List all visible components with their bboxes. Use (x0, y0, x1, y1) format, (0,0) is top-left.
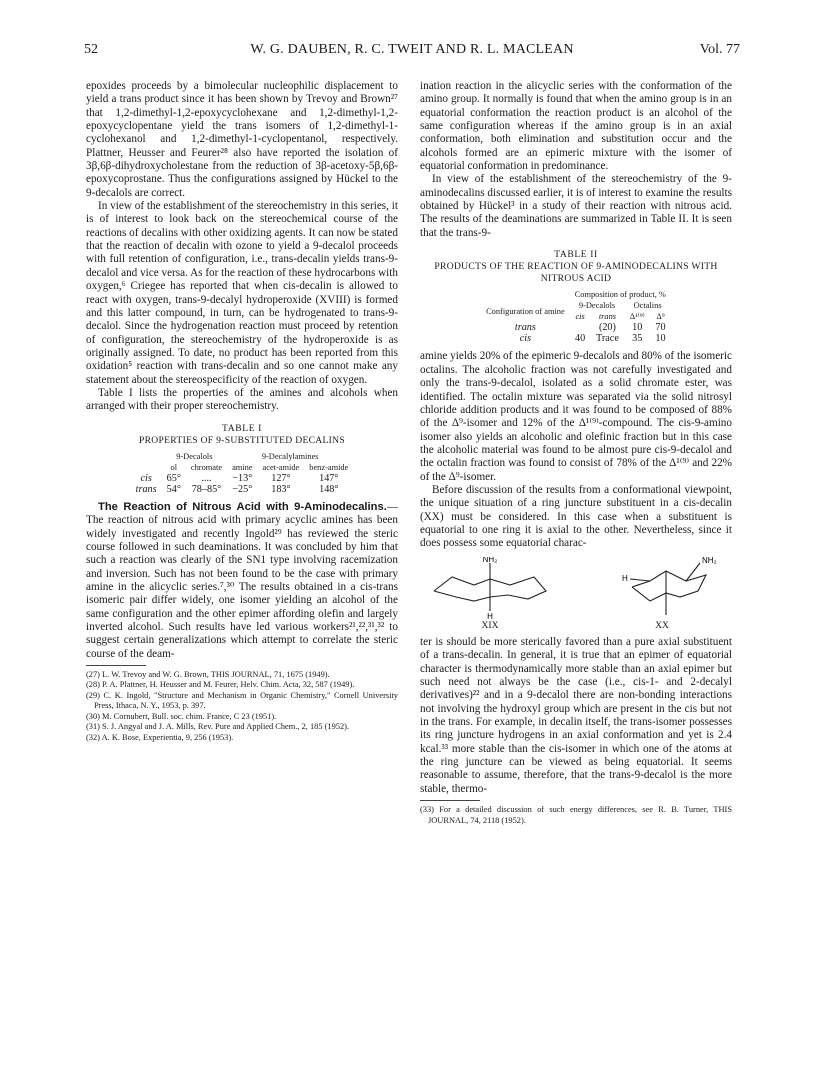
table-row (481, 333, 671, 344)
table-cell: 10 (655, 333, 666, 345)
table-1 (86, 422, 398, 495)
table-cell: 35 (632, 333, 643, 345)
footnote-divider (420, 800, 480, 801)
structure-xix (430, 557, 550, 632)
footnote: (29) C. K. Ingold, "Structure and Mechanism in Organic Chemistry," Cornell University Press, Ithaca, N. Y., 1953, p. 397. (86, 690, 398, 711)
structure-label: XX (655, 619, 669, 631)
footnotes (420, 805, 732, 826)
table-cell: (20) (598, 322, 616, 334)
left-column (86, 80, 398, 743)
table-row (131, 484, 354, 495)
table-cell: 65° (166, 472, 181, 484)
table-1-grid (131, 451, 354, 495)
page-header (84, 42, 740, 62)
hydrogen-label: H (487, 611, 493, 619)
table-cell: 70 (655, 322, 666, 334)
paragraph: ination reaction in the alicyclic series with the conformation of the amino group. It normally is found that when the amino group is in an equatorial conformation the reaction product is an alcohol of the same configuration whereas if the amino group is in an axial conformation, both elimination and substitution occur and the alcohols formed are an epimeric mixture with the isomer of equatorial conformation in predominance. (420, 80, 732, 173)
table-cell: 40 (575, 333, 586, 345)
paragraph: Table I lists the properties of the amines and alcohols when arranged with their proper stereochemistry. (86, 386, 398, 413)
column-header: amine (232, 462, 253, 472)
paragraph: amine yields 20% of the epimeric 9-decalols and 80% of the isomeric octalins. The alcoholic fraction was not carefully investigated and only the trans-9-decalol, isolated as a solid chromate ester, was identified. The octalin mixture was separated via the solid nitrosyl chloride addition products and it was found to be composed of 88% of the Δ⁹-isomer and 12% of the Δ¹⁽⁹⁾-compound. The cis-9-amino isomer also yields an alcoholic and olefinic fraction but in this case the alcoholic material was found to be almost pure cis-9-decalol and the octalin fraction was found to consist of 78% of the Δ¹⁽⁹⁾ and 22% of the Δ⁹-isomer. (420, 350, 732, 483)
table-row (481, 322, 671, 333)
table-cell: −25° (232, 483, 253, 495)
table-caption: PROPERTIES OF 9-SUBSTITUTED DECALINS (138, 434, 346, 446)
table-cell: 78–85° (191, 483, 222, 495)
group-header: 9-Decalols (176, 451, 213, 461)
footnote: (30) M. Cornubert, Bull. soc. chim. France, C 23 (1951). (86, 711, 277, 721)
row-label: cis (140, 472, 152, 484)
footnote: (33) For a detailed discussion of such energy differences, see R. B. Turner, THIS JOURNAL, 74, 2118 (1952). (420, 805, 732, 825)
paragraph-text: —The reaction of nitrous acid with primary acyclic amines has been widely investigated and recently Ingold²⁹ has reviewed the steric course followed in such deaminations. It was concluded by him that such a reaction was clearly of the SN1 type involving racemization and inversion. Such has not been found to be the case with primary amine in the alicyclic series.⁷,³⁰ The results obtained in a cis-trans isomeric pair differ widely, one isomer yielding an alcohol of the same configuration and the other epimer affording olefin and largely inverted alcohol. Such results have led various workers²¹,²²,³¹,³² to suggest certain generalizations which attempt to correlate the steric course of the deam- (86, 500, 398, 660)
footnote: (31) S. J. Angyal and J. A. Mills, Rev. Pure and Applied Chem., 2, 185 (1952). (86, 722, 350, 732)
table-cell: 127° (271, 472, 291, 484)
table-cell: Trace (596, 333, 619, 345)
paragraph: epoxides proceeds by a bimolecular nucleophilic displacement to yield a trans product since it has been shown by Trevoy and Brown²⁷ that 1,2-dimethyl-1,2-epoxycyclohexane and 1,2-dimethyl-1,2-epoxycyclopentane yield the trans isomers of 1,2-dimethyl-1-cyclohexanol and 1,2-dimethyl-1-cyclopentanol, respectively. Plattner, Heusser and Feurer²⁸ also have reported the isolation of 3β,6β-dihydroxycholestane from the reduction of 3β-acetoxy-5β,6β-epoxycoprostane. Thus the configurations assigned by Hückel to the 9-decalols are correct. (86, 80, 398, 199)
column-header: ol (170, 462, 178, 472)
cis-decalin-structure-icon (602, 557, 722, 619)
footnote: (27) L. W. Trevoy and W. G. Brown, THIS JOURNAL, 71, 1675 (1949). (86, 670, 330, 680)
table-cell (570, 322, 591, 333)
table-cell: 148° (319, 483, 339, 495)
column-header: trans (598, 312, 617, 322)
section-heading: The Reaction of Nitrous Acid with 9-Aminodecalins. (98, 500, 387, 513)
group-header: 9-Decalylamines (261, 451, 319, 461)
structure-figures (430, 557, 722, 632)
table-row (131, 473, 354, 484)
footnotes (86, 670, 398, 743)
paragraph: In view of the establishment of the stereochemistry of the 9-aminodecalins discussed earlier, it is of interest to examine the results obtained by Hückel³ in a study of their reaction with nitrous acid. The results of the deaminations are summarized in Table II. It is seen that the trans-9- (420, 173, 732, 239)
column-header: Δ⁹ (656, 312, 665, 322)
group-header: Composition of product, % (574, 290, 666, 300)
paragraph: Before discussion of the results from a conformational viewpoint, the unique situation of a ring juncture substituent in a cis-decalin (XX) must be considered. In this case when a substituent is equatorial to one ring it is axial to the other. Nevertheless, since it does possess some equatorial charac- (420, 483, 732, 550)
table-cell: 183° (271, 483, 291, 495)
table-cell: .... (201, 472, 212, 484)
footnote-divider (86, 665, 146, 666)
column-header: cis (575, 312, 585, 322)
decalin-structure-icon (430, 557, 550, 619)
row-label: trans (135, 483, 157, 495)
group-header: Octalins (633, 301, 662, 311)
footnote: (32) A. K. Bose, Experientia, 9, 256 (1953). (86, 732, 234, 742)
page-number: 52 (84, 42, 98, 57)
table-title: TABLE II (554, 249, 598, 261)
column-header: Configuration of amine (486, 306, 565, 316)
footnote: (28) P. A. Plattner, H. Heusser and M. Feurer, Helv. Chim. Acta, 32, 587 (1949). (86, 680, 355, 690)
column-header: benz-amide (309, 462, 349, 472)
table-cell: −13° (232, 472, 253, 484)
row-label: trans (514, 322, 536, 334)
table-cell: 10 (632, 322, 643, 334)
table-2 (420, 248, 732, 344)
paragraph: ter is should be more sterically favored than a pure axial substituent of a trans-decalin. In general, it is true that an epimer of equatorial character is thermodynamically more stable than an axial epimer but such need not always be the case (i.e., cis-1- and 2-decalyl derivatives)²² and in a 9-decalol there are non-bonding interactions not involving the hydroxyl group which are present in the cis but not in the trans. For example, in decalin itself, the trans-isomer possesses its ring juncture hydrogens in an axial conformation and yet is 2.4 kcal.³³ more stable than the cis-isomer in which one of the atoms at the ring juncture can be viewed as being equatorial. It seems reasonable to assume, therefore, that the trans-9-decalol is the more stable, thermo- (420, 635, 732, 795)
row-label: cis (519, 333, 532, 345)
table-cell: 147° (319, 472, 339, 484)
paragraph (86, 501, 398, 661)
structure-xx (602, 557, 722, 632)
table-caption: PRODUCTS OF THE REACTION OF 9-AMINODECALINS WITH NITROUS ACID (434, 261, 718, 285)
running-authors: W. G. DAUBEN, R. C. TWEIT AND R. L. MACLEAN (250, 42, 574, 57)
structure-label: XIX (481, 619, 499, 631)
table-cell: 54° (166, 483, 181, 495)
volume-label: Vol. 77 (699, 42, 740, 57)
column-header: Δ¹⁽⁹⁾ (629, 312, 645, 322)
table-title: TABLE I (222, 422, 262, 434)
group-header: 9-Decalols (578, 301, 616, 311)
table-2-grid (481, 289, 671, 344)
column-header: acet-amide (262, 462, 300, 472)
amino-group-label: NH₂ (702, 556, 717, 565)
paragraph: In view of the establishment of the stereochemistry in this series, it is of interest to look back on the stereochemical course of the reactions of decalins with other oxidizing agents. It can now be stated that the reaction of decalin with ozone to yield a 9-decalol proceeds with full retention of configuration, i.e., trans-decalin yields trans-9-decalol and vice versa. As for the reaction of these hydrocarbons with oxygen,⁶ Criegee has reported that when cis-decalin is allowed to react with oxygen, trans-9-decalyl hydroperoxide (XVIII) is formed and this latter compound, in turn, can be hydrogenated to trans-9-decalol. Since the hydrogenation reaction must proceed by retention of configuration, the stereochemistry of the hydroperoxide is as originally assigned. To date, no product has been reported from this oxidation⁵ reaction with trans-decalin and so one cannot make any statement about the stereospecificity of the reaction of oxygen. (86, 200, 398, 386)
amino-group-label: NH₂ (482, 556, 498, 564)
right-column (420, 80, 732, 826)
hydrogen-label: H (622, 573, 628, 583)
column-header: chromate (190, 462, 223, 472)
